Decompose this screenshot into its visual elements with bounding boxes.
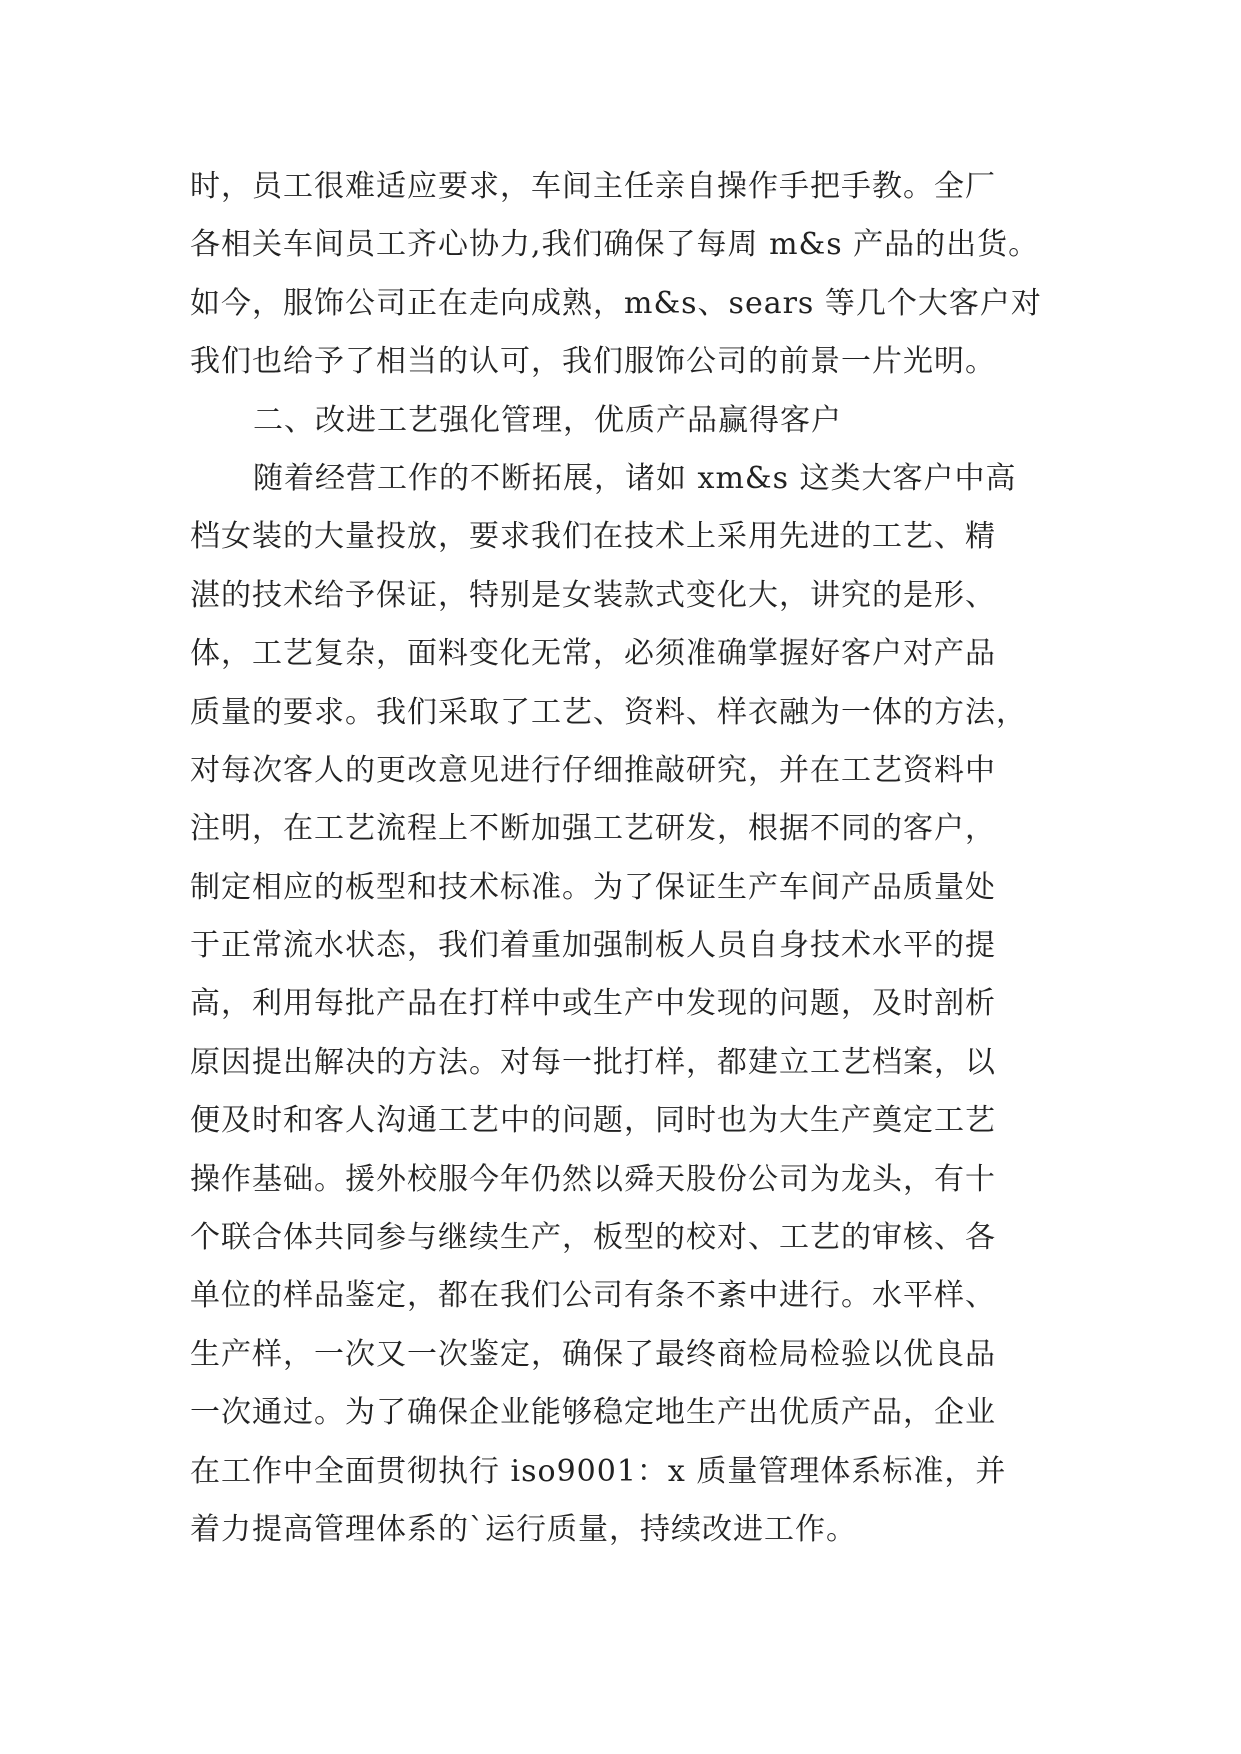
text-line: 湛的技术给予保证，特别是女装款式变化大，讲究的是形、 (190, 577, 996, 613)
text-line: 如今，服饰公司正在走向成熟，m&s、sears 等几个大客户对 (190, 285, 1042, 321)
body-text (190, 158, 1070, 1559)
text-line: 个联合体共同参与继续生产，板型的校对、工艺的审核、各 (190, 1220, 996, 1256)
text-line: 一次通过。为了确保企业能够稳定地生产出优质产品，企业 (190, 1395, 996, 1431)
text-line: 着力提高管理体系的`运行质量，持续改进工作。 (190, 1511, 857, 1547)
text-line: 单位的样品鉴定，都在我们公司有条不紊中进行。水平样、 (190, 1278, 996, 1314)
text-line: 注明，在工艺流程上不断加强工艺研发，根据不同的客户， (190, 811, 996, 847)
text-line: 制定相应的板型和技术标准。为了保证生产车间产品质量处 (190, 869, 996, 905)
text-line: 时，员工很难适应要求，车间主任亲自操作手把手教。全厂 (190, 169, 996, 204)
text-line: 我们也给予了相当的认可，我们服饰公司的前景一片光明。 (190, 344, 996, 380)
section-heading: 二、改进工艺强化管理，优质产品赢得客户 (253, 402, 842, 438)
text-line: 在工作中全面贯彻执行 iso9001：x 质量管理体系标准，并 (190, 1453, 1007, 1489)
text-line: 操作基础。援外校服今年仍然以舜天股份公司为龙头，有十 (190, 1161, 996, 1197)
text-line: 各相关车间员工齐心协力,我们确保了每周 m&s 产品的出货。 (190, 227, 1040, 263)
text-line: 质量的要求。我们采取了工艺、资料、样衣融为一体的方法， (190, 694, 1027, 730)
text-line: 随着经营工作的不断拓展，诸如 xm&s 这类大客户中高 (253, 460, 1017, 496)
text-line: 档女装的大量投放，要求我们在技术上采用先进的工艺、精 (190, 519, 996, 555)
text-line: 体，工艺复杂，面料变化无常，必须准确掌握好客户对产品 (190, 636, 996, 672)
text-line: 便及时和客人沟通工艺中的问题，同时也为大生产奠定工艺 (190, 1103, 996, 1139)
text-line: 对每次客人的更改意见进行仔细推敲研究，并在工艺资料中 (190, 752, 996, 788)
text-line: 高，利用每批产品在打样中或生产中发现的问题，及时剖析 (190, 986, 996, 1022)
text-line: 生产样，一次又一次鉴定，确保了最终商检局检验以优良品 (190, 1336, 996, 1372)
text-line: 于正常流水状态，我们着重加强制板人员自身技术水平的提 (190, 928, 996, 964)
text-line: 原因提出解决的方法。对每一批打样，都建立工艺档案，以 (190, 1044, 996, 1080)
